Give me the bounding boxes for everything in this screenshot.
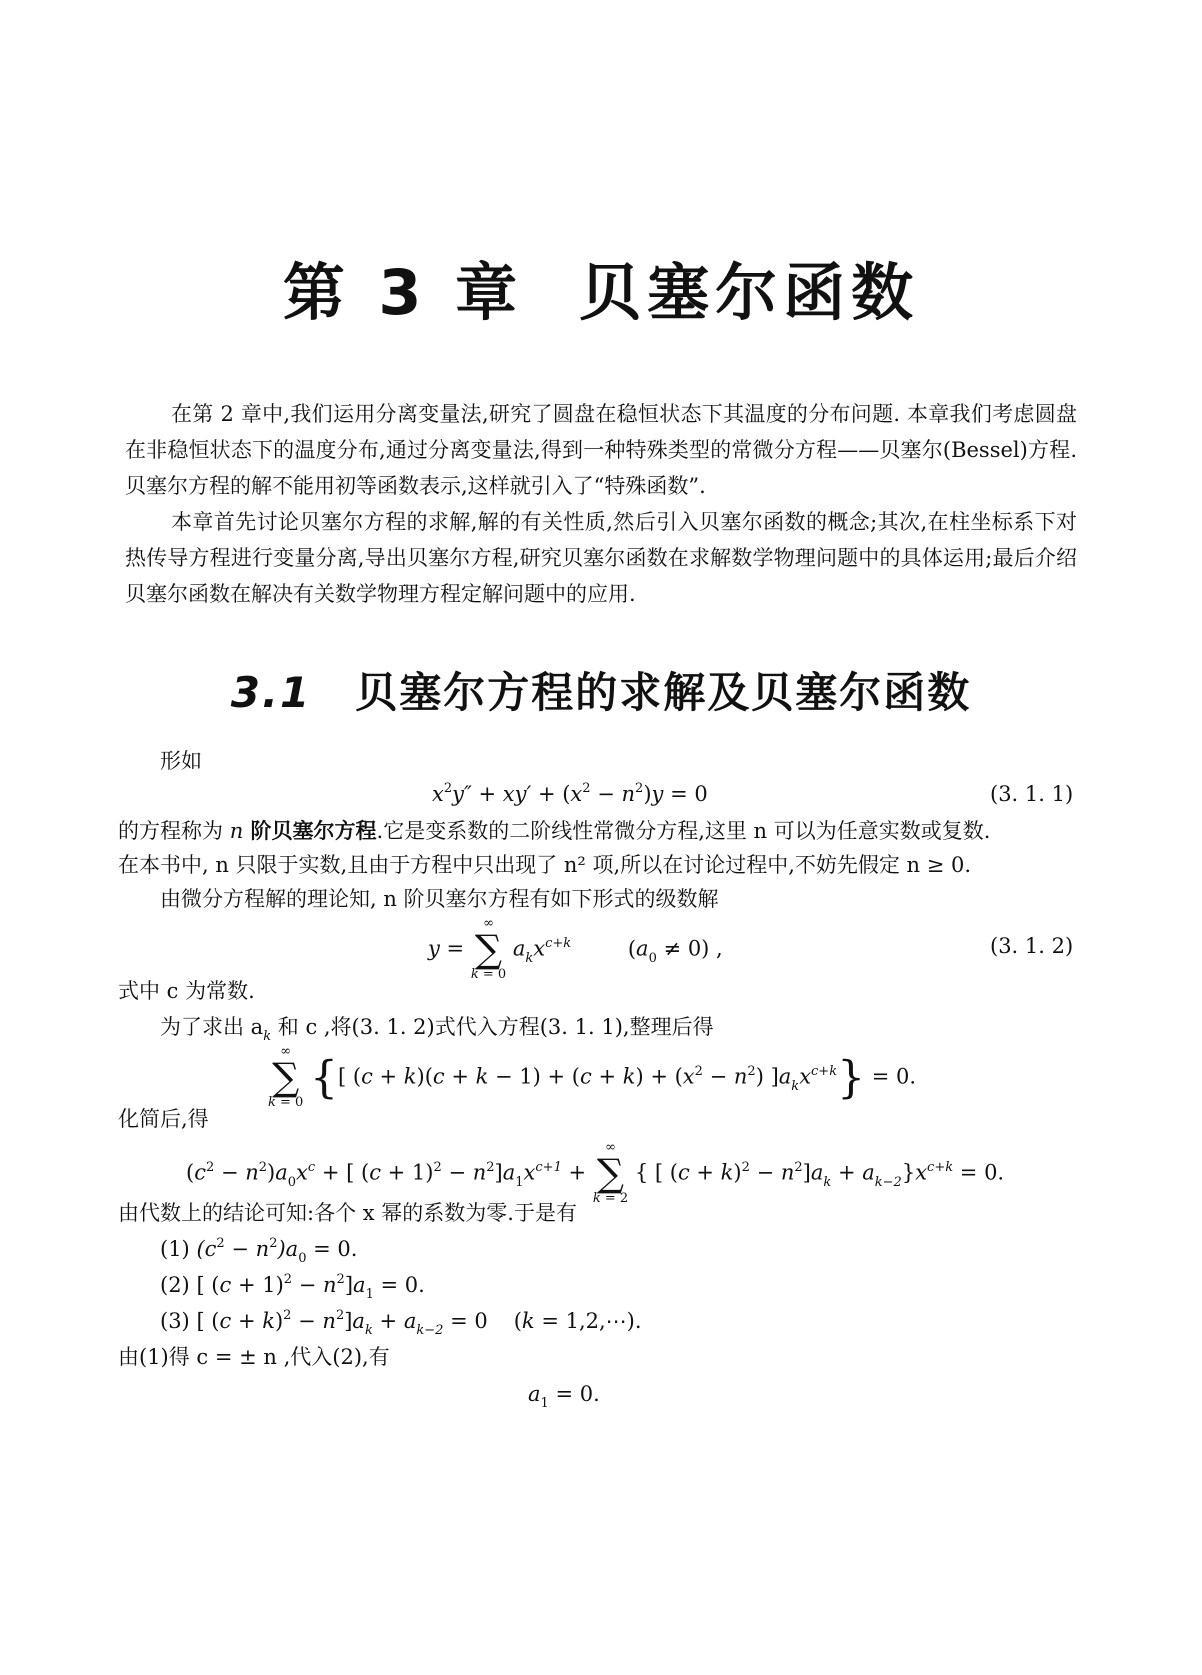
condition-2: (2) [ $(c + 1)^2 - n^2]a_1 = 0$. [160, 1272, 425, 1302]
text-coefficients-zero: 由代数上的结论可知:各个 x 幂的系数为零.于是有 [118, 1201, 577, 1225]
text-constant: 式中 c 为常数. [118, 979, 255, 1003]
text-definition [118, 816, 990, 846]
definition-n: n [229, 819, 244, 843]
intro-paragraph-2: 本章首先讨论贝塞尔方程的求解,解的有关性质,然后引入贝塞尔函数的概念;其次,在柱坐标系下对热传导方程进行变量分离,导出贝塞尔方程,研究贝塞尔函数在求解数学物理问题中的具体运用;最后介绍贝塞尔函数在解决有关数学物理方程定解问题中的应用. [125, 510, 1077, 606]
find-subscript: k [263, 1029, 272, 1044]
condition-1-label: (1) [160, 1237, 190, 1261]
find-part-b: 和 c ,将(3. 1. 2)式代入方程(3. 1. 1),整理后得 [271, 1015, 714, 1039]
equation-simplified: $(c^2 - n^2)a_0x^c$ + [ $(c + 1)^2 - n^2]a_1x^{c+1}$ + ∞ ∑ k = 2 { [ $(c + k)^2 - n^2]a_k + a_{k-2}\}x^{c+k} = 0$. [186, 1140, 1005, 1206]
text-theory: 由微分方程解的理论知, n 阶贝塞尔方程有如下形式的级数解 [160, 887, 719, 911]
equation-substituted: ∞ ∑ k = 0 {[ $(c + k)(c + k - 1) + (c + k) + (x^2 - n^2) ]a_kx^{c+k}\} = 0$. [268, 1044, 917, 1110]
equation-3-1-2: y = ∞ ∑ k = 0 $a_kx^{c+k}$ $(a_0 \ne 0)$ , [428, 916, 723, 982]
condition-3-label: (3) [160, 1309, 190, 1333]
definition-part-b: .它是变系数的二阶线性常微分方程,这里 n 可以为任意实数或复数. [376, 819, 991, 843]
sum-symbol: ∞ ∑ k = 2 [592, 1140, 629, 1206]
chapter-name: 贝塞尔函数 [579, 256, 920, 329]
equation-number-1: (3. 1. 1) [990, 782, 1074, 806]
definition-bold: 阶贝塞尔方程 [243, 819, 377, 843]
condition-3: (3) [ $(c + k)^2 - n^2]a_k + a_{k-2} = 0$ (k = 1,2,⋯). [160, 1308, 642, 1338]
equation-number-2: (3. 1. 2) [990, 934, 1074, 958]
equation-3-1-1: $x^2y'' + xy' + (x^2 - n^2)y = 0$ [432, 781, 708, 806]
chapter-title [0, 256, 1202, 329]
definition-part-a: 的方程称为 [118, 819, 230, 843]
text-simplify: 化简后,得 [118, 1107, 209, 1131]
chapter-number: 第 3 章 [282, 256, 524, 329]
intro-paragraph-1: 在第 2 章中,我们运用分离变量法,研究了圆盘在稳恒状态下其温度的分布问题. 本章我们考虑圆盘在非稳恒状态下的温度分布,通过分离变量法,得到一种特殊类型的常微分方程——贝塞尔(Bessel)方程. 贝塞尔方程的解不能用初等函数表示,这样就引入了“特殊函数”. [125, 402, 1077, 498]
section-title [0, 668, 1202, 717]
sum-symbol: ∞ ∑ k = 0 [470, 916, 507, 982]
condition-2-label: (2) [160, 1273, 190, 1297]
text-find-coefficients [160, 1012, 714, 1046]
equation-a1-zero: $a_1 = 0$. [528, 1382, 600, 1411]
text-real-only: 在本书中, n 只限于实数,且由于方程中只出现了 n² 项,所以在讨论过程中,不妨先假定 n ≥ 0. [118, 853, 972, 877]
text-xingru: 形如 [160, 749, 202, 773]
find-part-a: 为了求出 a [160, 1015, 264, 1039]
condition-1: (1) $(c^2 - n^2)a_0 = 0$. [160, 1236, 358, 1266]
text-from-condition-1: 由(1)得 c = ± n ,代入(2),有 [118, 1345, 390, 1369]
sum-symbol: ∞ ∑ k = 0 [268, 1044, 304, 1110]
section-number: 3.1 [230, 668, 312, 717]
section-name: 贝塞尔方程的求解及贝塞尔函数 [355, 668, 972, 717]
